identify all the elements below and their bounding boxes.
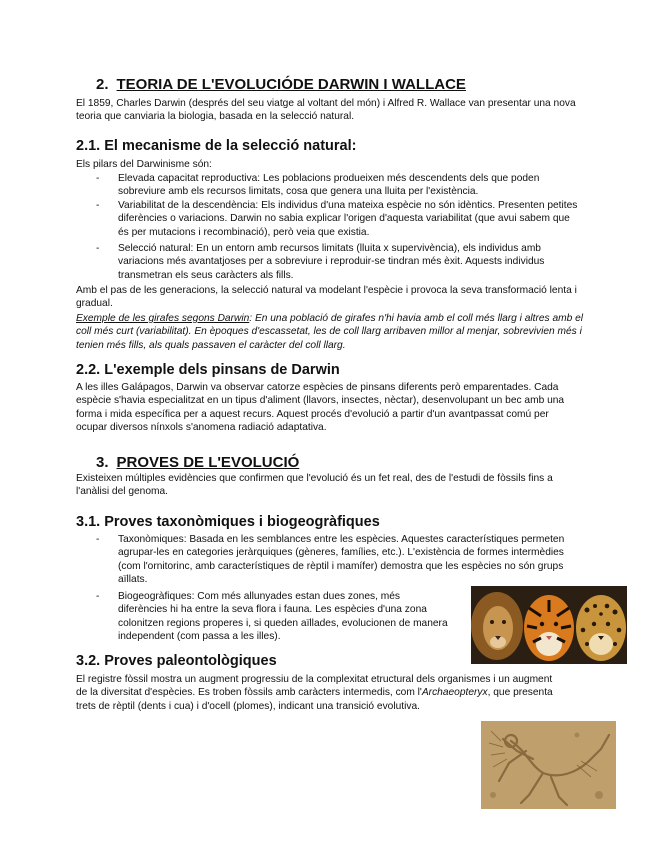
archaeopteryx-term: Archaeopteryx <box>421 687 488 699</box>
giraffe-example <box>76 312 584 352</box>
fossil-image <box>481 721 616 809</box>
section-3-2-heading: 3.2. Proves paleontològiques <box>76 653 277 669</box>
section-title: PROVES DE L'EVOLUCIÓ <box>116 454 300 471</box>
list-item-text: Variabilitat de la descendència: Els individus d'una mateixa espècie no són idèntics. Presenten petites diferències o variacions. Darwin no sabia explicar l'origen d'aquesta variabilitat (que avui sabem que és per mutacions i recombinació), però veia que existia. <box>118 200 578 238</box>
bullet-marker: - <box>96 173 100 184</box>
section-3-heading <box>96 454 299 471</box>
section-2-1-lead: Els pilars del Darwinisme són: <box>76 159 212 170</box>
fossil-illustration <box>481 721 616 809</box>
bullet-marker: - <box>96 591 100 602</box>
list-item-text: Biogeogràfiques: Com més allunyades estan dues zones, més diferències hi ha entre la seva flora i fauna. Les espècies d'una zona colonitzen regions properes i, si queden aïllades, evolucionen de manera independent (com passa a les illes). <box>118 591 448 642</box>
section-2-intro: El 1859, Charles Darwin (després del seu viatge al voltant del món) i Alfred R. Wallace van presentar una nova teoria que canviaria la biologia, basada en la selecció natural. <box>76 98 576 123</box>
section-2-2-heading: 2.2. L'exemple dels pinsans de Darwin <box>76 362 340 378</box>
giraffe-example-label: Exemple de les girafes segons Darwin <box>76 313 250 324</box>
section-number: 2. <box>96 76 109 93</box>
section-3-intro: Existeixen múltiples evidències que confirmen que l'evolució és un fet real, des de l'estudi de fòssils fins a l'anàlisi del genoma. <box>76 473 553 498</box>
giraffe-example-text: : En una població de girafes n'hi havia amb el coll més llarg i altres amb el coll més curt (variabilitat). En èpoques d'escassetat, les de coll llarg arribaven millor al menjar, sobrevivien més i tenien més fills, als quals passaven el caràcter del coll llarg. <box>76 313 584 351</box>
section-2-1-closing: Amb el pas de les generacions, la selecció natural va modelant l'espècie i provoca la seva transformació lenta i gradual. <box>76 285 577 310</box>
bullet-marker: - <box>96 534 100 545</box>
section-number: 3. <box>96 454 109 471</box>
section-3-2-text-after: , que presenta trets de rèptil (dents i cua) i d'ocell (plomes), indicant una transició evolutiva. <box>76 687 553 712</box>
section-2-1-heading: 2.1. El mecanisme de la selecció natural: <box>76 138 357 154</box>
section-3-2-text-before: El registre fòssil mostra un augment progressiu de la complexitat etructural dels organismes i un augment de la diversitat d'espècies. Es troben fòssils amb caràcters intermedis, com l' <box>76 674 553 699</box>
section-2-2-text: A les illes Galápagos, Darwin va observar catorze espècies de pinsans diferents però emparentades. Cada espècie s'havia especialitzat en un tipus d'aliment (llavors, insectes, nèctar), desenvolupant un bec amb una forma i mida específica per a aquest recurs. Aquest procés d'evolució a partir d'un avantpassat comú per ocupar diversos nínxols s'anomena radiació adaptativa. <box>76 382 565 433</box>
section-3-1-heading: 3.1. Proves taxonòmiques i biogeogràfiques <box>76 514 380 530</box>
list-item-text: Selecció natural: En un entorn amb recursos limitats (lluita x supervivència), els individus amb variacions més avantatjoses per a sobreviure i reproduir-se tindran més èxit. Aquests individus transmetran els seus caràcters als fills. <box>118 243 545 281</box>
list-item-text: Taxonòmiques: Basada en les semblances entre les espècies. Aquestes característiques permeten agrupar-les en categories jeràrquiques (gèneres, famílies, etc.). L'existència de formes intermèdies (com l'ornitorinc, amb característiques de rèptil i mamífer) demostra que les espècies no són grups aïllats. <box>118 534 565 585</box>
bullet-marker: - <box>96 200 100 211</box>
section-2-heading <box>96 76 466 93</box>
section-3-2-text <box>76 673 562 713</box>
list-item-text: Elevada capacitat reproductiva: Les poblacions produeixen més descendents dels que poden sobreviure amb els recursos limitats, cosa que genera una lluita per l'existència. <box>118 173 540 198</box>
section-title: TEORIA DE L'EVOLUCIÓDE DARWIN I WALLACE <box>116 76 466 93</box>
big-cats-image <box>471 586 627 664</box>
bullet-marker: - <box>96 243 100 254</box>
big-cats-illustration <box>471 586 627 664</box>
